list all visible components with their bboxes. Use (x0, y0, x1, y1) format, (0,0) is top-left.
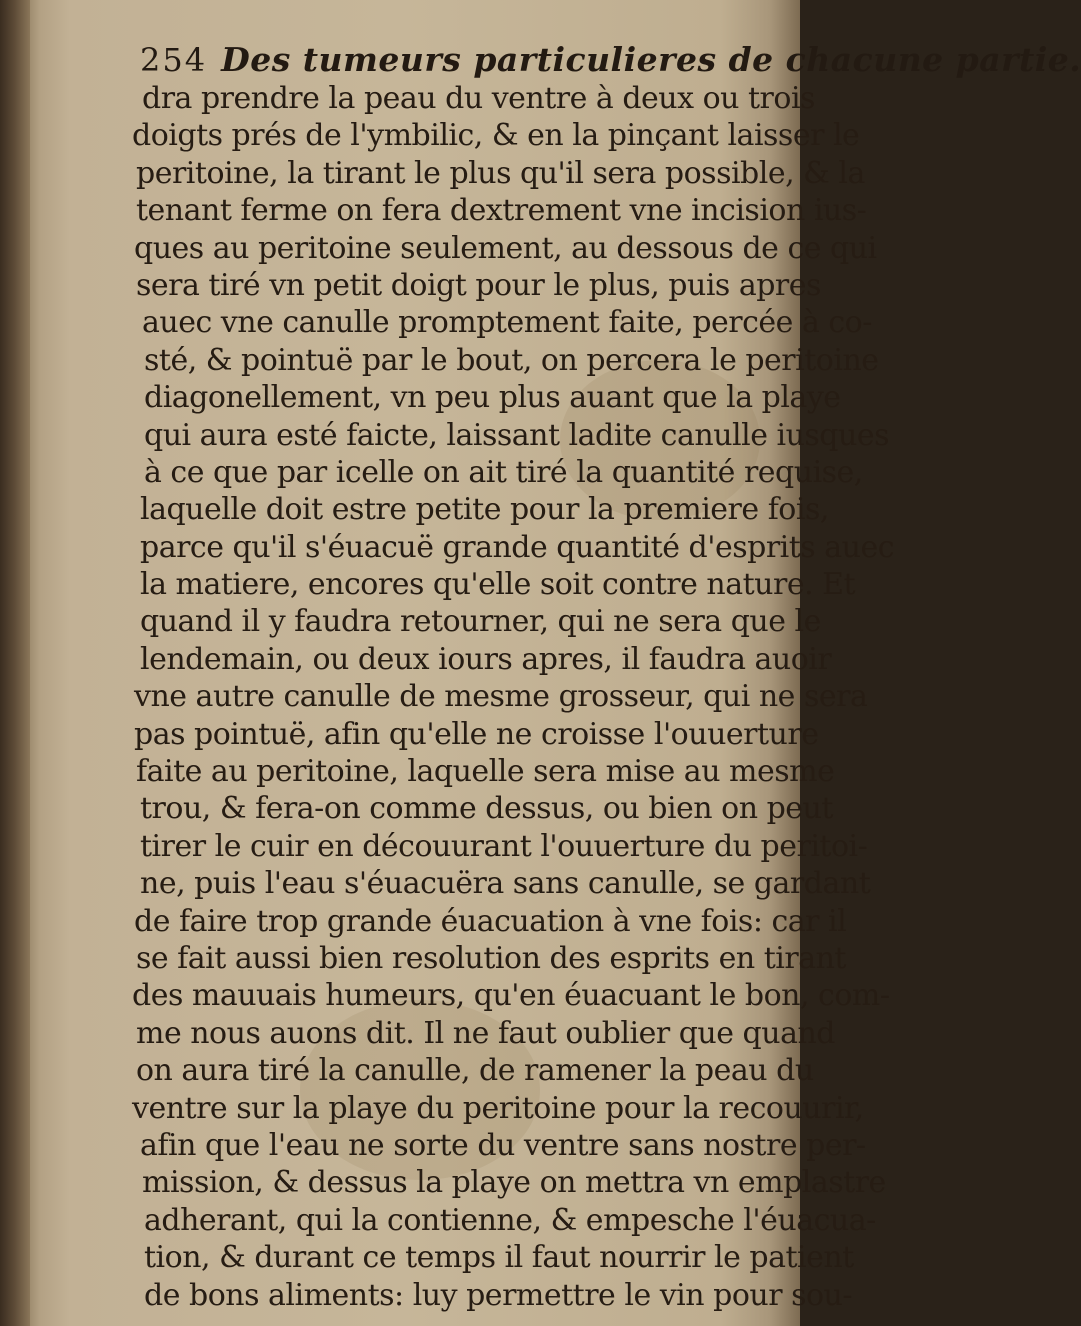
running-title: Des tumeurs particulieres de chacune partie. (221, 40, 1081, 79)
text-line: afin que l'eau ne sorte du ventre sans nostre per- (140, 1127, 866, 1163)
text-line: de faire trop grande éuacuation à vne fois: car il (134, 903, 847, 939)
text-line: ques au peritoine seulement, au dessous de ce qui (134, 230, 877, 266)
text-line: sera tiré vn petit doigt pour le plus, puis apres (136, 267, 821, 303)
text-line: faite au peritoine, laquelle sera mise au mesme (136, 754, 835, 790)
text-line: trou, & fera-on comme dessus, ou bien on peut (140, 791, 833, 827)
text-line: se fait aussi bien resolution des esprits en tirant (136, 940, 846, 976)
text-line: pas pointuë, afin qu'elle ne croisse l'ouuerture (134, 716, 819, 752)
text-line: la matiere, encores qu'elle soit contre nature. Et (140, 567, 856, 603)
body-text (104, 80, 895, 1314)
text-line: doigts prés de l'ymbilic, & en la pinçant laisser le (132, 118, 860, 154)
text-line: laquelle doit estre petite pour la premiere fois, (140, 492, 829, 528)
text-line: auec vne canulle promptement faite, percée à co- (142, 305, 872, 341)
text-line: on aura tiré la canulle, de ramener la peau du (136, 1053, 814, 1089)
text-line: diagonellement, vn peu plus auant que la playe (144, 380, 841, 416)
text-line: tenant ferme on fera dextrement vne incision ius- (136, 193, 867, 229)
text-line: de bons aliments: luy permettre le vin pour sou- (144, 1277, 853, 1313)
text-line: tion, & durant ce temps il faut nourrir le patient (144, 1240, 854, 1276)
text-line: adherant, qui la contienne, & empesche l'éuacua- (144, 1202, 876, 1238)
page-binding-gutter (0, 0, 30, 1326)
text-line: ventre sur la playe du peritoine pour la recouurir, (132, 1090, 864, 1126)
text-line: qui aura esté faicte, laissant ladite canulle iusques (144, 417, 889, 453)
text-line: ne, puis l'eau s'éuacuëra sans canulle, se gardant (140, 866, 871, 902)
page-number: 254 (140, 41, 208, 79)
text-line: lendemain, ou deux iours apres, il faudra auoir (140, 641, 832, 677)
text-line: me nous auons dit. Il ne faut oublier que quand (136, 1015, 835, 1051)
text-line: tirer le cuir en découurant l'ouuerture du peritoi- (140, 828, 868, 864)
text-line: sté, & pointuë par le bout, on percera le peritoine (144, 342, 879, 378)
text-line: mission, & dessus la playe on mettra vn emplastre (142, 1165, 886, 1201)
text-line: quand il y faudra retourner, qui ne sera que le (140, 604, 821, 640)
text-line: parce qu'il s'éuacuë grande quantité d'esprits auec (140, 529, 895, 565)
text-line: des mauuais humeurs, qu'en éuacuant le bon, com- (132, 978, 890, 1014)
text-line: peritoine, la tirant le plus qu'il sera possible, & la (136, 155, 865, 191)
text-line: dra prendre la peau du ventre à deux ou trois (142, 81, 815, 116)
text-line: à ce que par icelle on ait tiré la quantité requise, (144, 454, 863, 490)
text-line: vne autre canulle de mesme grosseur, qui ne sera (134, 679, 868, 715)
